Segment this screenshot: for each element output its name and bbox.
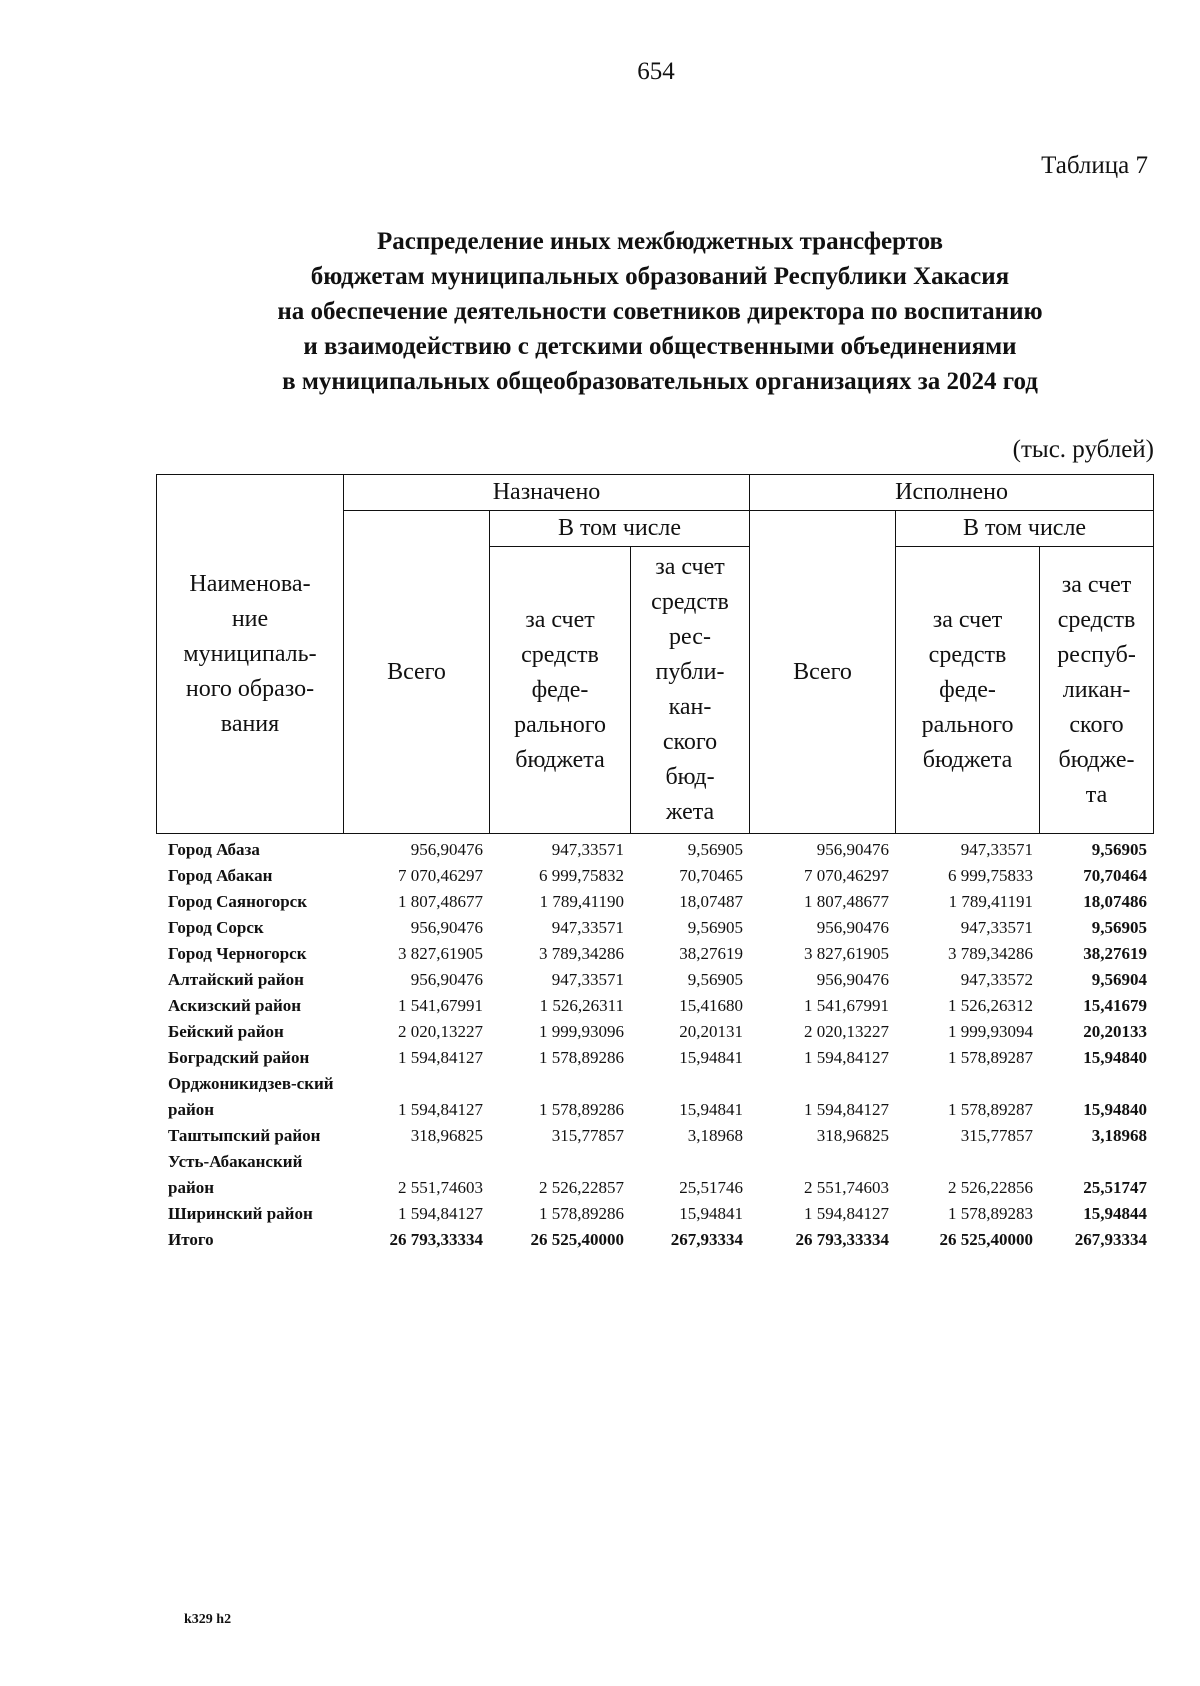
municipality-name: Орджоникидзев-ский район	[168, 1074, 334, 1119]
value-cell: 1 807,48677	[804, 892, 889, 911]
value-cell: 26 793,33334	[389, 1230, 483, 1249]
value-cell: 947,33572	[960, 970, 1033, 989]
value-cell: 26 525,40000	[530, 1230, 624, 1249]
value-cell: 6 999,75832	[539, 866, 624, 885]
value-cell: 2 526,22857	[539, 1178, 624, 1197]
value-cell: 7 070,46297	[804, 866, 889, 885]
header-name-column: Наименова- ние муниципаль- ного образо- вания	[157, 475, 344, 834]
value-cell: 1 541,67991	[804, 996, 889, 1015]
document-title	[120, 224, 1200, 399]
value-cell: 1 578,89287	[948, 1048, 1033, 1067]
header-assigned-federal: за счет средств феде- рального бюджета	[490, 547, 631, 834]
value-cell: 15,94840	[1083, 1048, 1147, 1067]
municipality-name: Итого	[168, 1230, 214, 1249]
value-cell: 1 807,48677	[398, 892, 483, 911]
value-cell: 70,70464	[1083, 866, 1147, 885]
value-cell: 18,07486	[1083, 892, 1147, 911]
value-cell: 26 525,40000	[939, 1230, 1033, 1249]
table-row	[156, 863, 1153, 889]
header-assigned: Назначено	[344, 475, 750, 511]
value-cell: 1 578,89287	[948, 1100, 1033, 1119]
value-cell: 38,27619	[1083, 944, 1147, 963]
value-cell: 70,70465	[679, 866, 743, 885]
header-assigned-in-total: В том числе	[490, 511, 750, 547]
value-cell: 20,20133	[1083, 1022, 1147, 1041]
value-cell: 3 827,61905	[398, 944, 483, 963]
value-cell: 947,33571	[960, 840, 1033, 859]
value-cell: 2 551,74603	[804, 1178, 889, 1197]
value-cell: 267,93334	[1074, 1230, 1147, 1249]
table-row	[156, 941, 1153, 967]
municipality-name: Аскизский район	[168, 996, 302, 1015]
table-label: Таблица 7	[1041, 152, 1148, 179]
value-cell: 1 594,84127	[398, 1048, 483, 1067]
table-row	[156, 967, 1153, 993]
header-assigned-total: Всего	[344, 511, 490, 834]
value-cell: 3 789,34286	[948, 944, 1033, 963]
title-line: в муниципальных общеобразовательных организациях за 2024 год	[282, 368, 1038, 395]
value-cell: 1 789,41190	[539, 892, 624, 911]
value-cell: 956,90476	[816, 918, 889, 937]
value-cell: 9,56905	[1091, 918, 1147, 937]
value-cell: 15,41679	[1083, 996, 1147, 1015]
value-cell: 9,56905	[687, 918, 743, 937]
value-cell: 947,33571	[551, 918, 624, 937]
value-cell: 1 578,89286	[539, 1048, 624, 1067]
value-cell: 15,94841	[679, 1204, 743, 1223]
value-cell: 15,94841	[679, 1100, 743, 1119]
municipality-name: Город Саяногорск	[168, 892, 307, 911]
municipality-name: Ширинский район	[168, 1204, 313, 1223]
municipality-name: Город Сорск	[168, 918, 264, 937]
value-cell: 3 827,61905	[804, 944, 889, 963]
value-cell: 1 578,89286	[539, 1204, 624, 1223]
value-cell: 1 578,89286	[539, 1100, 624, 1119]
municipality-name: Усть-Абаканский район	[168, 1152, 303, 1197]
value-cell: 947,33571	[551, 970, 624, 989]
value-cell: 1 999,93096	[539, 1022, 624, 1041]
table-row	[156, 1201, 1153, 1227]
value-cell: 1 594,84127	[804, 1204, 889, 1223]
value-cell: 1 578,89283	[948, 1204, 1033, 1223]
value-cell: 956,90476	[816, 970, 889, 989]
value-cell: 1 594,84127	[398, 1100, 483, 1119]
value-cell: 3,18968	[1091, 1126, 1147, 1145]
value-cell: 9,56905	[687, 840, 743, 859]
value-cell: 15,41680	[679, 996, 743, 1015]
municipality-name: Город Черногорск	[168, 944, 307, 963]
value-cell: 315,77857	[960, 1126, 1033, 1145]
value-cell: 9,56905	[1091, 840, 1147, 859]
header-executed-federal: за счет средств феде- рального бюджета	[896, 547, 1040, 834]
value-cell: 3,18968	[687, 1126, 743, 1145]
value-cell: 315,77857	[551, 1126, 624, 1145]
value-cell: 2 020,13227	[398, 1022, 483, 1041]
header-executed-total: Всего	[750, 511, 896, 834]
value-cell: 7 070,46297	[398, 866, 483, 885]
value-cell: 2 526,22856	[948, 1178, 1033, 1197]
total-row	[156, 1227, 1153, 1253]
value-cell: 15,94840	[1083, 1100, 1147, 1119]
value-cell: 15,94841	[679, 1048, 743, 1067]
value-cell: 2 551,74603	[398, 1178, 483, 1197]
title-line: бюджетам муниципальных образований Республики Хакасия	[310, 263, 1010, 290]
title-line: Распределение иных межбюджетных трансфертов	[376, 228, 944, 255]
value-cell: 1 999,93094	[948, 1022, 1033, 1041]
title-line: и взаимодействию с детскими общественными объединениями	[303, 333, 1017, 360]
value-cell: 20,20131	[679, 1022, 743, 1041]
table-row	[156, 1123, 1153, 1149]
value-cell: 1 594,84127	[398, 1204, 483, 1223]
value-cell: 1 526,26312	[948, 996, 1033, 1015]
value-cell: 318,96825	[816, 1126, 889, 1145]
value-cell: 1 526,26311	[539, 996, 624, 1015]
municipality-name: Боградский район	[168, 1048, 310, 1067]
value-cell: 956,90476	[410, 840, 483, 859]
value-cell: 18,07487	[679, 892, 743, 911]
value-cell: 1 594,84127	[804, 1100, 889, 1119]
municipality-name: Алтайский район	[168, 970, 304, 989]
value-cell: 26 793,33334	[795, 1230, 889, 1249]
value-cell: 3 789,34286	[539, 944, 624, 963]
title-line: на обеспечение деятельности советников директора по воспитанию	[277, 298, 1043, 325]
value-cell: 15,94844	[1083, 1204, 1147, 1223]
table-row	[156, 1149, 1153, 1201]
municipality-name: Бейский район	[168, 1022, 284, 1041]
table-header	[156, 474, 1154, 834]
value-cell: 1 541,67991	[398, 996, 483, 1015]
value-cell: 956,90476	[816, 840, 889, 859]
value-cell: 6 999,75833	[948, 866, 1033, 885]
header-executed-republic: за счет средств респуб- ликан- ского бюдже- та	[1040, 547, 1154, 834]
table-row	[156, 889, 1153, 915]
header-executed-in-total: В том числе	[896, 511, 1154, 547]
value-cell: 25,51746	[679, 1178, 743, 1197]
footer-code: k329 h2	[184, 1612, 232, 1627]
table-row	[156, 915, 1153, 941]
value-cell: 947,33571	[960, 918, 1033, 937]
header-executed: Исполнено	[750, 475, 1154, 511]
value-cell: 947,33571	[551, 840, 624, 859]
value-cell: 956,90476	[410, 918, 483, 937]
value-cell: 9,56905	[687, 970, 743, 989]
value-cell: 318,96825	[410, 1126, 483, 1145]
value-cell: 38,27619	[679, 944, 743, 963]
municipality-name: Город Абакан	[168, 866, 273, 885]
value-cell: 1 789,41191	[948, 892, 1033, 911]
municipality-name: Таштыпский район	[168, 1126, 321, 1145]
municipality-name: Город Абаза	[168, 840, 260, 859]
value-cell: 9,56904	[1091, 970, 1147, 989]
page-number: 654	[637, 58, 675, 85]
value-cell: 956,90476	[410, 970, 483, 989]
value-cell: 2 020,13227	[804, 1022, 889, 1041]
table-row	[156, 837, 1153, 863]
data-table	[156, 837, 1153, 1253]
header-assigned-republic: за счет средств рес- публи- кан- ского бюд- жета	[631, 547, 750, 834]
value-cell: 1 594,84127	[804, 1048, 889, 1067]
table-row	[156, 1045, 1153, 1071]
data-rows	[156, 837, 1153, 1253]
table-row	[156, 1019, 1153, 1045]
value-cell: 25,51747	[1083, 1178, 1147, 1197]
units-label: (тыс. рублей)	[1012, 436, 1154, 463]
table-row	[156, 993, 1153, 1019]
table-row	[156, 1071, 1153, 1123]
value-cell: 267,93334	[670, 1230, 743, 1249]
